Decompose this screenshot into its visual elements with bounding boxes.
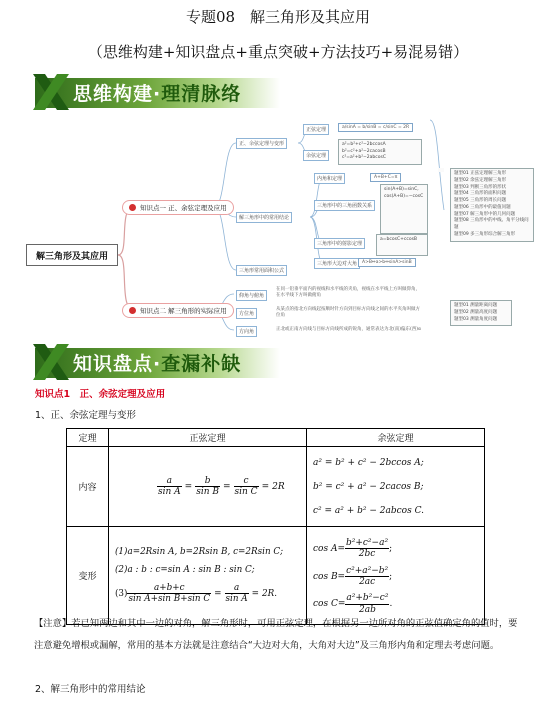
row-label-content: 内容 bbox=[67, 447, 109, 527]
banner2-accent: 查漏补缺 bbox=[161, 353, 242, 375]
trig-relations-box: sin(A+B)=sinC, cos(A+B)=−cosC bbox=[380, 184, 428, 234]
node-projection: 三角形中的射影定理 bbox=[314, 238, 365, 249]
header-cos-law: 余弦定理 bbox=[307, 429, 485, 447]
problem-types-2: 题型01 测量距离问题 题型02 测量高度问题 题型03 测量角度问题 bbox=[450, 300, 512, 326]
banner2-main: 知识盘点· bbox=[73, 353, 162, 375]
big-side-box: A>B⇔a>b⇔sinA>sinB bbox=[358, 258, 416, 267]
cos-formula-box: a²=b²+c²−2bccosA b²=c²+a²−2cacosB c²=a²+b²−2abcosC bbox=[338, 139, 422, 165]
node-angle-sum: 内角和定理 bbox=[314, 173, 345, 184]
node-elevation: 仰角与俯角 bbox=[236, 290, 267, 301]
doc-subtitle: （思维构建+知识盘点+重点突破+方法技巧+易混易错） bbox=[87, 43, 469, 61]
x-mark-icon bbox=[31, 72, 71, 112]
projection-box: a=bcosC+ccosB bbox=[376, 234, 428, 256]
note-elevation: 在同一铅垂平面内的视线和水平线的夹角，视线在水平线上方叫做仰角，在水平线下方叫做俯角 bbox=[276, 287, 420, 298]
node-conclusions: 解三角形中的常用结论 bbox=[236, 212, 292, 223]
section-1-heading: 1、正、余弦定理与变形 bbox=[35, 410, 137, 421]
sine-law-content: $\frac{a}{\text{sin A}}$ = $\frac{b}{\text{sin B}}$ = $\frac{c}{\text{sin C}}$ = 2R bbox=[109, 447, 307, 527]
doc-title: 专题08 解三角形及其应用 bbox=[185, 8, 371, 26]
mind-map-branch-1: 知识点一 正、余弦定理及应用 bbox=[122, 200, 234, 215]
section-2-heading: 2、解三角形中的常用结论 bbox=[35, 684, 146, 695]
node-trig-relations: 三角形中的三角函数关系 bbox=[314, 200, 375, 211]
mind-map-root: 解三角形及其应用 bbox=[26, 244, 118, 266]
header-theorem: 定理 bbox=[67, 429, 109, 447]
sine-law-variants: (1)a=2Rsin A, b=2Rsin B, c=2Rsin C; (2)a : b : c=sin A : sin B : sin C; (3) $\frac{a+b+c}{\text{sin A+sin B+sin C}}$ = $\frac{a}{\text{sin A}}$ = 2R. bbox=[109, 527, 307, 625]
section-banner-knowledge bbox=[35, 342, 280, 382]
sine-formula-box: a/sinA = b/sinB = c/sinC = 2R bbox=[338, 123, 413, 132]
banner1-main: 思维构建· bbox=[73, 83, 162, 105]
x-mark-icon bbox=[31, 342, 71, 382]
node-big-side: 三角形大边对大角 bbox=[314, 258, 360, 269]
laws-table bbox=[66, 428, 485, 625]
mind-map-branch-2: 知识点二 解三角形的实际应用 bbox=[122, 303, 234, 318]
cos-law-variants: cos A= $\frac{\text{b²+c²−a²}}{2bc}$ ; cos B= $\frac{\text{c²+a²−b²}}{2ac}$ ; cos C= $\frac{\text{a²+b²−c²}}{2ab}$ . bbox=[307, 527, 485, 625]
node-cos-law: 余弦定理 bbox=[303, 150, 329, 161]
header-sine-law: 正弦定理 bbox=[109, 429, 307, 447]
mind-map bbox=[18, 110, 448, 338]
note-bearing: 从某点的指北方向线起按顺时针方向到目标方向线之间的水平夹角叫做方位角 bbox=[276, 307, 420, 318]
node-laws: 正、余弦定理与变形 bbox=[236, 138, 287, 149]
note-direction: 正北或正南方向线与目标方向线所成的锐角，通常表达为北(南)偏东(西)α bbox=[276, 327, 421, 332]
node-area: 三角形常用面积公式 bbox=[236, 265, 287, 276]
angle-sum-formula: A+B+C=π bbox=[370, 173, 401, 182]
node-direction: 方向角 bbox=[236, 326, 257, 337]
section-banner-thinking bbox=[35, 72, 280, 112]
cos-law-content: a² = b² + c² − 2bccos A; b² = c² + a² − 2cacos B; c² = a² + b² − 2abcos C. bbox=[307, 447, 485, 527]
node-bearing: 方位角 bbox=[236, 308, 257, 319]
knowledge-point-1-title: 知识点1 正、余弦定理及应用 bbox=[35, 389, 166, 400]
row-label-variants: 变形 bbox=[67, 527, 109, 625]
attention-note: 【注意】若已知两边和其中一边的对角，解三角形时，可用正弦定理，在根据另一边所对角的正弦值确定角的值时，要注意避免增根或漏解，常用的基本方法就是注意结合“大边对大角，大角对大边”及三角形内角和定理去考虑问题。 bbox=[34, 618, 518, 651]
problem-types-1: 题型01 正弦定理解三角形 题型02 余弦定理解三角形 题型03 判断三角形的形状 题型04 三角形的面积问题 题型05 三角形的周长问题 题型06 三角形中的最值问题 题型07 解三角形中的几何问题 题型08 三角形中的中线、角平分线问题 题型09 多三角形综合解三角形 bbox=[450, 168, 534, 242]
banner1-accent: 理清脉络 bbox=[161, 83, 242, 105]
node-sine-law: 正弦定理 bbox=[303, 124, 329, 135]
